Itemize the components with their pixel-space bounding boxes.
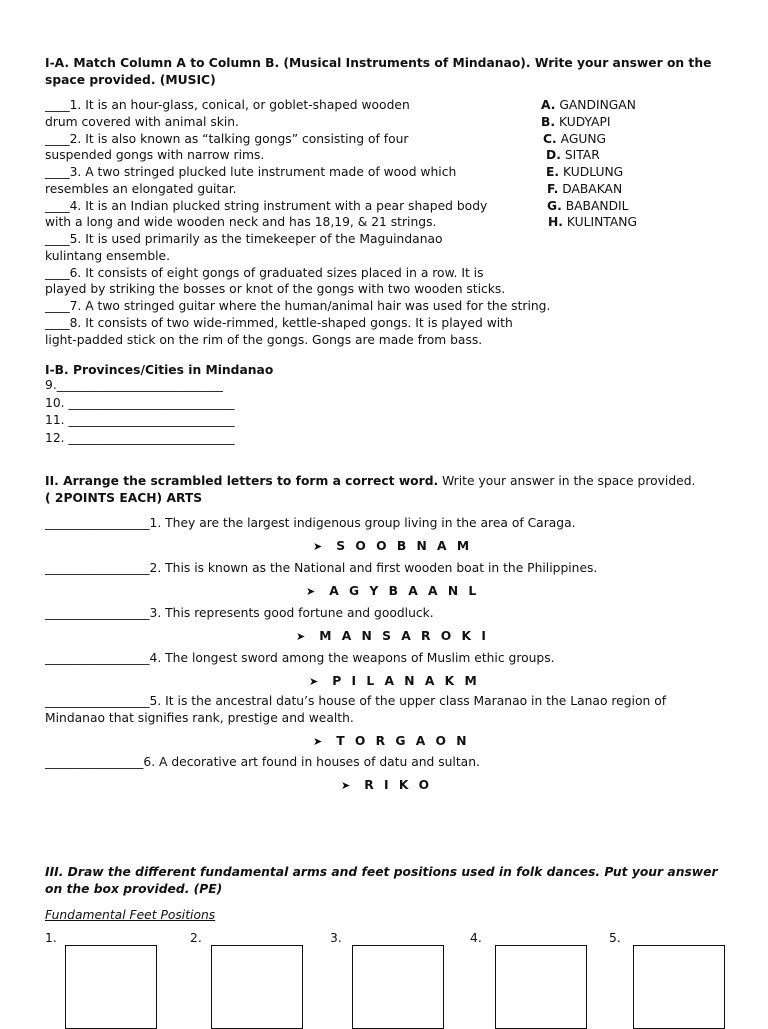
arrange-question-line: _________________5. It is the ancestral datu’s house of the upper class Maranao in the Lanao region of bbox=[45, 694, 667, 708]
match-item-line: kulintang ensemble. bbox=[45, 248, 171, 263]
match-item-line: ____4. It is an Indian plucked string instrument with a pear shaped body bbox=[45, 198, 488, 213]
box-number-label: 5. bbox=[609, 931, 621, 945]
choice-item bbox=[548, 214, 637, 231]
arrow-bullet-icon: ➤ bbox=[309, 675, 319, 688]
box-number-label: 4. bbox=[470, 931, 482, 945]
match-item-line: ____2. It is also known as “talking gongs” consisting of four bbox=[45, 131, 409, 146]
scrambled-word bbox=[296, 628, 486, 645]
province-answer-line[interactable]: 11. ___________________________ bbox=[45, 413, 235, 427]
choice-letter: F. bbox=[547, 181, 559, 196]
province-answer-line[interactable]: 10. ___________________________ bbox=[45, 395, 235, 410]
match-item-line: played by striking the bosses or knot of the gongs with two wooden sticks. bbox=[45, 282, 506, 297]
choice-text: DABAKAN bbox=[562, 181, 623, 196]
match-item-line: ____1. It is an hour-glass, conical, or goblet-shaped wooden bbox=[45, 98, 410, 112]
arrange-question-line: _________________2. This is known as the National and first wooden boat in the Philippines. bbox=[45, 561, 598, 575]
choice-item bbox=[543, 131, 606, 148]
scrambled-letters: M A N S A R O K I bbox=[319, 629, 486, 643]
part1b-heading: I-B. Provinces/Cities in Mindanao bbox=[45, 363, 274, 377]
box-number-label: 1. bbox=[45, 931, 57, 945]
scrambled-letters: T O R G A O N bbox=[336, 734, 467, 748]
scrambled-word bbox=[306, 583, 476, 600]
arrange-question-line: Mindanao that signifies rank, prestige and wealth. bbox=[45, 710, 354, 725]
part2-heading-normal: Write your answer in the space provided. bbox=[438, 474, 696, 488]
drawing-answer-box[interactable] bbox=[65, 945, 157, 1029]
arrow-bullet-icon: ➤ bbox=[306, 585, 316, 598]
match-item-line: ____5. It is used primarily as the timekeeper of the Maguindanao bbox=[45, 232, 443, 246]
scrambled-word bbox=[313, 538, 469, 555]
match-item-line: ____6. It consists of eight gongs of graduated sizes placed in a row. It is bbox=[45, 265, 484, 280]
scrambled-letters: A G Y B A A N L bbox=[329, 584, 477, 598]
match-item-line: suspended gongs with narrow rims. bbox=[45, 148, 265, 163]
scrambled-word bbox=[313, 733, 467, 750]
arrow-bullet-icon: ➤ bbox=[313, 540, 323, 553]
match-item-line: ____8. It consists of two wide-rimmed, kettle-shaped gongs. It is played with bbox=[45, 315, 513, 330]
arrange-question-line: _________________3. This represents good fortune and goodluck. bbox=[45, 606, 434, 620]
choice-letter: E. bbox=[546, 165, 560, 179]
feet-positions-subheading: Fundamental Feet Positions bbox=[45, 908, 216, 922]
choice-text: SITAR bbox=[564, 148, 600, 163]
box-number-label: 3. bbox=[330, 931, 342, 945]
choice-text: GANDINGAN bbox=[559, 98, 636, 112]
match-item-line: drum covered with animal skin. bbox=[45, 114, 239, 129]
arrow-bullet-icon: ➤ bbox=[296, 630, 306, 643]
choice-item bbox=[547, 198, 629, 215]
match-item-line: resembles an elongated guitar. bbox=[45, 181, 237, 196]
part3-heading-line1: III. Draw the different fundamental arms and feet positions used in folk dances. Put your answer bbox=[45, 865, 718, 879]
arrange-question-line: _________________1. They are the largest indigenous group living in the area of Caraga. bbox=[45, 516, 576, 530]
drawing-answer-box[interactable] bbox=[211, 945, 303, 1029]
choice-text: KUDYAPI bbox=[558, 114, 611, 129]
arrange-question-line: _________________4. The longest sword among the weapons of Muslim ethic groups. bbox=[45, 651, 555, 665]
arrow-bullet-icon: ➤ bbox=[341, 779, 351, 792]
choice-text: KULINTANG bbox=[566, 215, 637, 230]
province-answer-line[interactable]: 12. ___________________________ bbox=[45, 430, 235, 445]
arrow-bullet-icon: ➤ bbox=[313, 735, 323, 748]
box-number-label: 2. bbox=[190, 931, 202, 945]
match-item-line: with a long and wide wooden neck and has 18,19, & 21 strings. bbox=[45, 215, 437, 230]
drawing-answer-box[interactable] bbox=[495, 945, 587, 1029]
choice-item bbox=[541, 114, 611, 131]
choice-item bbox=[546, 164, 623, 181]
choice-text: BABANDIL bbox=[565, 198, 629, 213]
scrambled-letters: S O O B N A M bbox=[336, 539, 470, 553]
scrambled-word bbox=[341, 777, 429, 794]
choice-letter: G. bbox=[547, 198, 562, 213]
part1a-heading: I-A. Match Column A to Column B. (Musical Instruments of Mindanao). Write your answer on the space provided. (MUSIC) bbox=[45, 56, 712, 87]
part2-heading-line2: ( 2POINTS EACH) ARTS bbox=[45, 490, 203, 505]
drawing-answer-box[interactable] bbox=[352, 945, 444, 1029]
choice-letter: D. bbox=[546, 148, 561, 163]
part2-heading bbox=[45, 473, 745, 506]
match-item-line: ____7. A two stringed guitar where the human/animal hair was used for the string. bbox=[45, 299, 551, 313]
choice-letter: A. bbox=[541, 98, 556, 112]
choice-text: KUDLUNG bbox=[563, 165, 624, 179]
part3-heading-line2: on the box provided. (PE) bbox=[45, 881, 223, 896]
choice-item bbox=[546, 147, 600, 164]
part2-heading-bold: II. Arrange the scrambled letters to form a correct word. bbox=[45, 474, 439, 488]
scrambled-letters: P I L A N A K M bbox=[332, 674, 477, 688]
choice-letter: C. bbox=[543, 131, 557, 146]
choice-text: AGUNG bbox=[560, 131, 607, 146]
province-answer-line[interactable]: 9.___________________________ bbox=[45, 378, 223, 392]
arrange-question-line: ________________6. A decorative art found in houses of datu and sultan. bbox=[45, 755, 480, 769]
choice-item bbox=[547, 181, 622, 198]
match-item-line: light-padded stick on the rim of the gongs. Gongs are made from bass. bbox=[45, 332, 483, 347]
drawing-answer-box[interactable] bbox=[633, 945, 725, 1029]
part3-heading bbox=[45, 864, 745, 897]
scrambled-word bbox=[309, 673, 477, 690]
choice-item bbox=[541, 97, 636, 114]
choice-letter: H. bbox=[548, 215, 563, 230]
scrambled-letters: R I K O bbox=[364, 778, 430, 792]
match-item-line: ____3. A two stringed plucked lute instrument made of wood which bbox=[45, 165, 457, 179]
choice-letter: B. bbox=[541, 114, 556, 129]
